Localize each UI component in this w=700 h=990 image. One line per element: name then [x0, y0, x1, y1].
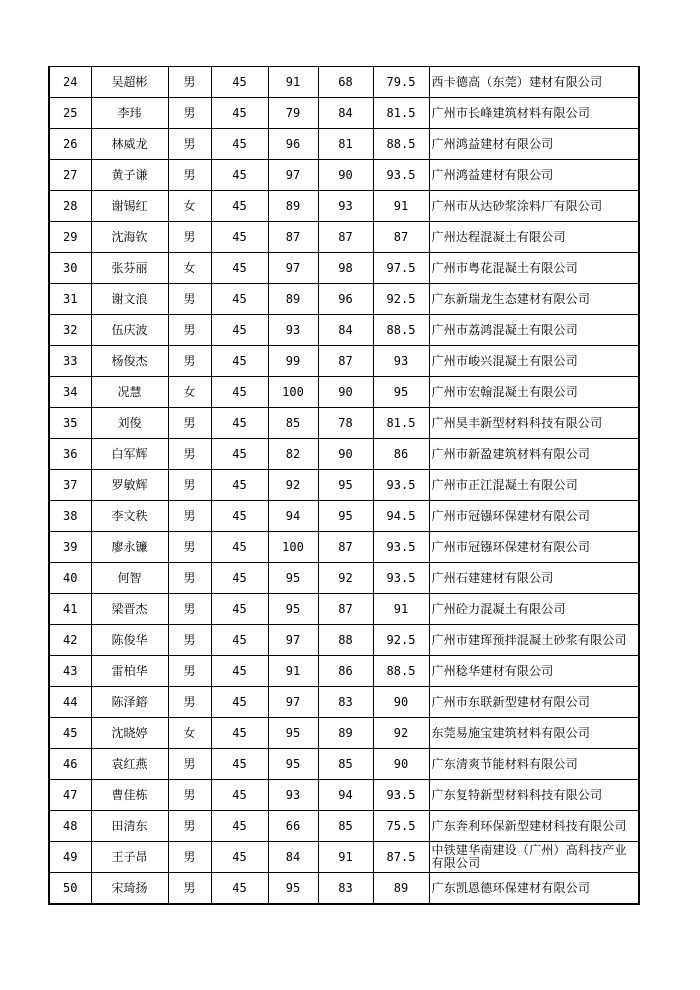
score-2-cell: 95	[268, 718, 318, 749]
score-2-cell: 95	[268, 594, 318, 625]
score-3-cell: 88	[318, 625, 373, 656]
gender-cell: 男	[168, 315, 211, 346]
score-1-cell: 45	[211, 222, 268, 253]
score-3-cell: 85	[318, 749, 373, 780]
name-cell: 宋琦扬	[91, 873, 168, 905]
name-cell: 刘俊	[91, 408, 168, 439]
company-cell: 广州鸿益建材有限公司	[429, 129, 639, 160]
score-1-cell: 45	[211, 749, 268, 780]
total-score-cell: 95	[373, 377, 429, 408]
total-score-cell: 91	[373, 191, 429, 222]
company-cell: 广州市建珲预拌混凝土砂浆有限公司	[429, 625, 639, 656]
row-number-cell: 46	[49, 749, 91, 780]
table-row	[49, 532, 639, 563]
table-row	[49, 687, 639, 718]
score-3-cell: 91	[318, 842, 373, 873]
table-row	[49, 873, 639, 905]
row-number-cell: 28	[49, 191, 91, 222]
gender-cell: 男	[168, 873, 211, 905]
company-cell: 广州鸿益建材有限公司	[429, 160, 639, 191]
score-1-cell: 45	[211, 98, 268, 129]
score-3-cell: 95	[318, 501, 373, 532]
gender-cell: 女	[168, 377, 211, 408]
score-1-cell: 45	[211, 594, 268, 625]
score-2-cell: 79	[268, 98, 318, 129]
gender-cell: 男	[168, 501, 211, 532]
name-cell: 黄子谦	[91, 160, 168, 191]
gender-cell: 男	[168, 749, 211, 780]
score-2-cell: 100	[268, 532, 318, 563]
row-number-cell: 38	[49, 501, 91, 532]
gender-cell: 男	[168, 284, 211, 315]
row-number-cell: 27	[49, 160, 91, 191]
score-2-cell: 89	[268, 191, 318, 222]
table-row	[49, 222, 639, 253]
table-row	[49, 439, 639, 470]
company-cell: 广州市粤花混凝土有限公司	[429, 253, 639, 284]
name-cell: 沈晓婷	[91, 718, 168, 749]
gender-cell: 男	[168, 625, 211, 656]
total-score-cell: 75.5	[373, 811, 429, 842]
name-cell: 何智	[91, 563, 168, 594]
row-number-cell: 39	[49, 532, 91, 563]
gender-cell: 男	[168, 470, 211, 501]
row-number-cell: 50	[49, 873, 91, 905]
score-1-cell: 45	[211, 811, 268, 842]
table-row	[49, 811, 639, 842]
row-number-cell: 29	[49, 222, 91, 253]
score-2-cell: 97	[268, 687, 318, 718]
score-2-cell: 92	[268, 470, 318, 501]
row-number-cell: 48	[49, 811, 91, 842]
name-cell: 陈俊华	[91, 625, 168, 656]
company-cell: 广州市冠镪环保建材有限公司	[429, 501, 639, 532]
score-1-cell: 45	[211, 439, 268, 470]
total-score-cell: 88.5	[373, 656, 429, 687]
score-3-cell: 85	[318, 811, 373, 842]
row-number-cell: 49	[49, 842, 91, 873]
score-3-cell: 87	[318, 222, 373, 253]
total-score-cell: 97.5	[373, 253, 429, 284]
company-cell: 广东清爽节能材料有限公司	[429, 749, 639, 780]
row-number-cell: 25	[49, 98, 91, 129]
company-cell: 中铁建华南建设（广州）高科技产业有限公司	[429, 842, 639, 873]
row-number-cell: 43	[49, 656, 91, 687]
table-row	[49, 191, 639, 222]
score-1-cell: 45	[211, 191, 268, 222]
score-2-cell: 95	[268, 873, 318, 905]
name-cell: 陈泽鎔	[91, 687, 168, 718]
total-score-cell: 87.5	[373, 842, 429, 873]
gender-cell: 男	[168, 98, 211, 129]
score-3-cell: 87	[318, 532, 373, 563]
total-score-cell: 81.5	[373, 408, 429, 439]
score-1-cell: 45	[211, 532, 268, 563]
score-1-cell: 45	[211, 780, 268, 811]
row-number-cell: 24	[49, 67, 91, 98]
total-score-cell: 93.5	[373, 532, 429, 563]
name-cell: 廖永镰	[91, 532, 168, 563]
company-cell: 广州市新盈建筑材料有限公司	[429, 439, 639, 470]
score-1-cell: 45	[211, 315, 268, 346]
name-cell: 田清东	[91, 811, 168, 842]
score-2-cell: 97	[268, 625, 318, 656]
name-cell: 伍庆波	[91, 315, 168, 346]
total-score-cell: 89	[373, 873, 429, 905]
company-cell: 广州稔华建材有限公司	[429, 656, 639, 687]
score-2-cell: 84	[268, 842, 318, 873]
table-row	[49, 842, 639, 873]
score-2-cell: 95	[268, 563, 318, 594]
score-3-cell: 81	[318, 129, 373, 160]
table-row	[49, 284, 639, 315]
total-score-cell: 93.5	[373, 160, 429, 191]
score-3-cell: 83	[318, 873, 373, 905]
total-score-cell: 93.5	[373, 780, 429, 811]
name-cell: 李文秩	[91, 501, 168, 532]
score-3-cell: 87	[318, 594, 373, 625]
score-1-cell: 45	[211, 718, 268, 749]
gender-cell: 男	[168, 222, 211, 253]
name-cell: 袁红燕	[91, 749, 168, 780]
score-1-cell: 45	[211, 656, 268, 687]
score-3-cell: 84	[318, 98, 373, 129]
gender-cell: 男	[168, 408, 211, 439]
total-score-cell: 88.5	[373, 129, 429, 160]
company-cell: 广州市长峰建筑材料有限公司	[429, 98, 639, 129]
company-cell: 广州市宏翰混凝土有限公司	[429, 377, 639, 408]
total-score-cell: 93.5	[373, 563, 429, 594]
table-row	[49, 129, 639, 160]
score-3-cell: 94	[318, 780, 373, 811]
gender-cell: 男	[168, 129, 211, 160]
score-3-cell: 95	[318, 470, 373, 501]
row-number-cell: 41	[49, 594, 91, 625]
table-row	[49, 501, 639, 532]
row-number-cell: 37	[49, 470, 91, 501]
name-cell: 吴超彬	[91, 67, 168, 98]
score-3-cell: 78	[318, 408, 373, 439]
table-row	[49, 160, 639, 191]
company-cell: 西卡德高（东莞）建材有限公司	[429, 67, 639, 98]
row-number-cell: 33	[49, 346, 91, 377]
total-score-cell: 90	[373, 749, 429, 780]
table-row	[49, 563, 639, 594]
gender-cell: 男	[168, 594, 211, 625]
name-cell: 白军辉	[91, 439, 168, 470]
gender-cell: 女	[168, 718, 211, 749]
gender-cell: 男	[168, 439, 211, 470]
score-table	[48, 66, 640, 905]
row-number-cell: 32	[49, 315, 91, 346]
company-cell: 广州市冠镪环保建材有限公司	[429, 532, 639, 563]
score-3-cell: 96	[318, 284, 373, 315]
gender-cell: 女	[168, 253, 211, 284]
table-row	[49, 749, 639, 780]
name-cell: 张芬丽	[91, 253, 168, 284]
company-cell: 广州市正江混凝土有限公司	[429, 470, 639, 501]
gender-cell: 男	[168, 67, 211, 98]
company-cell: 广州达程混凝土有限公司	[429, 222, 639, 253]
score-2-cell: 93	[268, 780, 318, 811]
score-3-cell: 98	[318, 253, 373, 284]
company-cell: 广东复特新型材料科技有限公司	[429, 780, 639, 811]
name-cell: 梁晋杰	[91, 594, 168, 625]
score-3-cell: 87	[318, 346, 373, 377]
score-3-cell: 90	[318, 160, 373, 191]
table-row	[49, 718, 639, 749]
total-score-cell: 88.5	[373, 315, 429, 346]
table-row	[49, 656, 639, 687]
row-number-cell: 30	[49, 253, 91, 284]
name-cell: 谢锡红	[91, 191, 168, 222]
score-3-cell: 84	[318, 315, 373, 346]
name-cell: 沈海钦	[91, 222, 168, 253]
row-number-cell: 40	[49, 563, 91, 594]
score-2-cell: 66	[268, 811, 318, 842]
row-number-cell: 44	[49, 687, 91, 718]
name-cell: 雷柏华	[91, 656, 168, 687]
gender-cell: 男	[168, 687, 211, 718]
score-1-cell: 45	[211, 408, 268, 439]
company-cell: 广州市荔鸿混凝土有限公司	[429, 315, 639, 346]
company-cell: 广州砼力混凝土有限公司	[429, 594, 639, 625]
score-1-cell: 45	[211, 346, 268, 377]
table-row	[49, 315, 639, 346]
total-score-cell: 86	[373, 439, 429, 470]
score-1-cell: 45	[211, 687, 268, 718]
score-2-cell: 85	[268, 408, 318, 439]
score-2-cell: 95	[268, 749, 318, 780]
row-number-cell: 47	[49, 780, 91, 811]
score-2-cell: 93	[268, 315, 318, 346]
score-1-cell: 45	[211, 842, 268, 873]
score-1-cell: 45	[211, 563, 268, 594]
row-number-cell: 31	[49, 284, 91, 315]
score-2-cell: 82	[268, 439, 318, 470]
company-cell: 广州市从达砂浆涂料厂有限公司	[429, 191, 639, 222]
gender-cell: 男	[168, 780, 211, 811]
total-score-cell: 93.5	[373, 470, 429, 501]
company-cell: 广东奔利环保新型建材科技有限公司	[429, 811, 639, 842]
company-cell: 广州昊丰新型材料科技有限公司	[429, 408, 639, 439]
gender-cell: 男	[168, 842, 211, 873]
row-number-cell: 36	[49, 439, 91, 470]
score-2-cell: 99	[268, 346, 318, 377]
row-number-cell: 45	[49, 718, 91, 749]
row-number-cell: 34	[49, 377, 91, 408]
row-number-cell: 26	[49, 129, 91, 160]
score-1-cell: 45	[211, 501, 268, 532]
score-2-cell: 87	[268, 222, 318, 253]
score-3-cell: 90	[318, 377, 373, 408]
score-1-cell: 45	[211, 873, 268, 905]
score-2-cell: 94	[268, 501, 318, 532]
table-row	[49, 408, 639, 439]
row-number-cell: 42	[49, 625, 91, 656]
score-3-cell: 90	[318, 439, 373, 470]
name-cell: 林威龙	[91, 129, 168, 160]
company-cell: 广州石建建材有限公司	[429, 563, 639, 594]
score-3-cell: 86	[318, 656, 373, 687]
gender-cell: 男	[168, 346, 211, 377]
score-3-cell: 92	[318, 563, 373, 594]
name-cell: 罗敏辉	[91, 470, 168, 501]
gender-cell: 男	[168, 160, 211, 191]
total-score-cell: 92.5	[373, 625, 429, 656]
total-score-cell: 87	[373, 222, 429, 253]
score-1-cell: 45	[211, 253, 268, 284]
score-1-cell: 45	[211, 160, 268, 191]
table-row	[49, 780, 639, 811]
total-score-cell: 79.5	[373, 67, 429, 98]
name-cell: 谢文浪	[91, 284, 168, 315]
score-3-cell: 68	[318, 67, 373, 98]
name-cell: 况慧	[91, 377, 168, 408]
table-row	[49, 346, 639, 377]
table-row	[49, 377, 639, 408]
score-1-cell: 45	[211, 625, 268, 656]
gender-cell: 男	[168, 656, 211, 687]
gender-cell: 男	[168, 563, 211, 594]
name-cell: 李玮	[91, 98, 168, 129]
row-number-cell: 35	[49, 408, 91, 439]
company-cell: 广州市峻兴混凝土有限公司	[429, 346, 639, 377]
total-score-cell: 91	[373, 594, 429, 625]
score-2-cell: 96	[268, 129, 318, 160]
total-score-cell: 93	[373, 346, 429, 377]
score-2-cell: 97	[268, 253, 318, 284]
gender-cell: 女	[168, 191, 211, 222]
total-score-cell: 92	[373, 718, 429, 749]
table-row	[49, 67, 639, 98]
score-1-cell: 45	[211, 470, 268, 501]
name-cell: 杨俊杰	[91, 346, 168, 377]
gender-cell: 男	[168, 811, 211, 842]
company-cell: 广州市东联新型建材有限公司	[429, 687, 639, 718]
table-row	[49, 253, 639, 284]
score-2-cell: 91	[268, 656, 318, 687]
table-row	[49, 625, 639, 656]
score-2-cell: 100	[268, 377, 318, 408]
score-3-cell: 83	[318, 687, 373, 718]
score-3-cell: 93	[318, 191, 373, 222]
score-1-cell: 45	[211, 284, 268, 315]
score-1-cell: 45	[211, 67, 268, 98]
table-body	[49, 67, 639, 905]
table-row	[49, 470, 639, 501]
table-row	[49, 594, 639, 625]
total-score-cell: 81.5	[373, 98, 429, 129]
company-cell: 广东新瑞龙生态建材有限公司	[429, 284, 639, 315]
name-cell: 曹佳栋	[91, 780, 168, 811]
name-cell: 王子昂	[91, 842, 168, 873]
score-2-cell: 97	[268, 160, 318, 191]
score-3-cell: 89	[318, 718, 373, 749]
company-cell: 广东凯恩德环保建材有限公司	[429, 873, 639, 905]
score-1-cell: 45	[211, 377, 268, 408]
gender-cell: 男	[168, 532, 211, 563]
score-2-cell: 91	[268, 67, 318, 98]
score-1-cell: 45	[211, 129, 268, 160]
score-2-cell: 89	[268, 284, 318, 315]
total-score-cell: 90	[373, 687, 429, 718]
company-cell: 东莞易施宝建筑材料有限公司	[429, 718, 639, 749]
total-score-cell: 94.5	[373, 501, 429, 532]
total-score-cell: 92.5	[373, 284, 429, 315]
table-row	[49, 98, 639, 129]
